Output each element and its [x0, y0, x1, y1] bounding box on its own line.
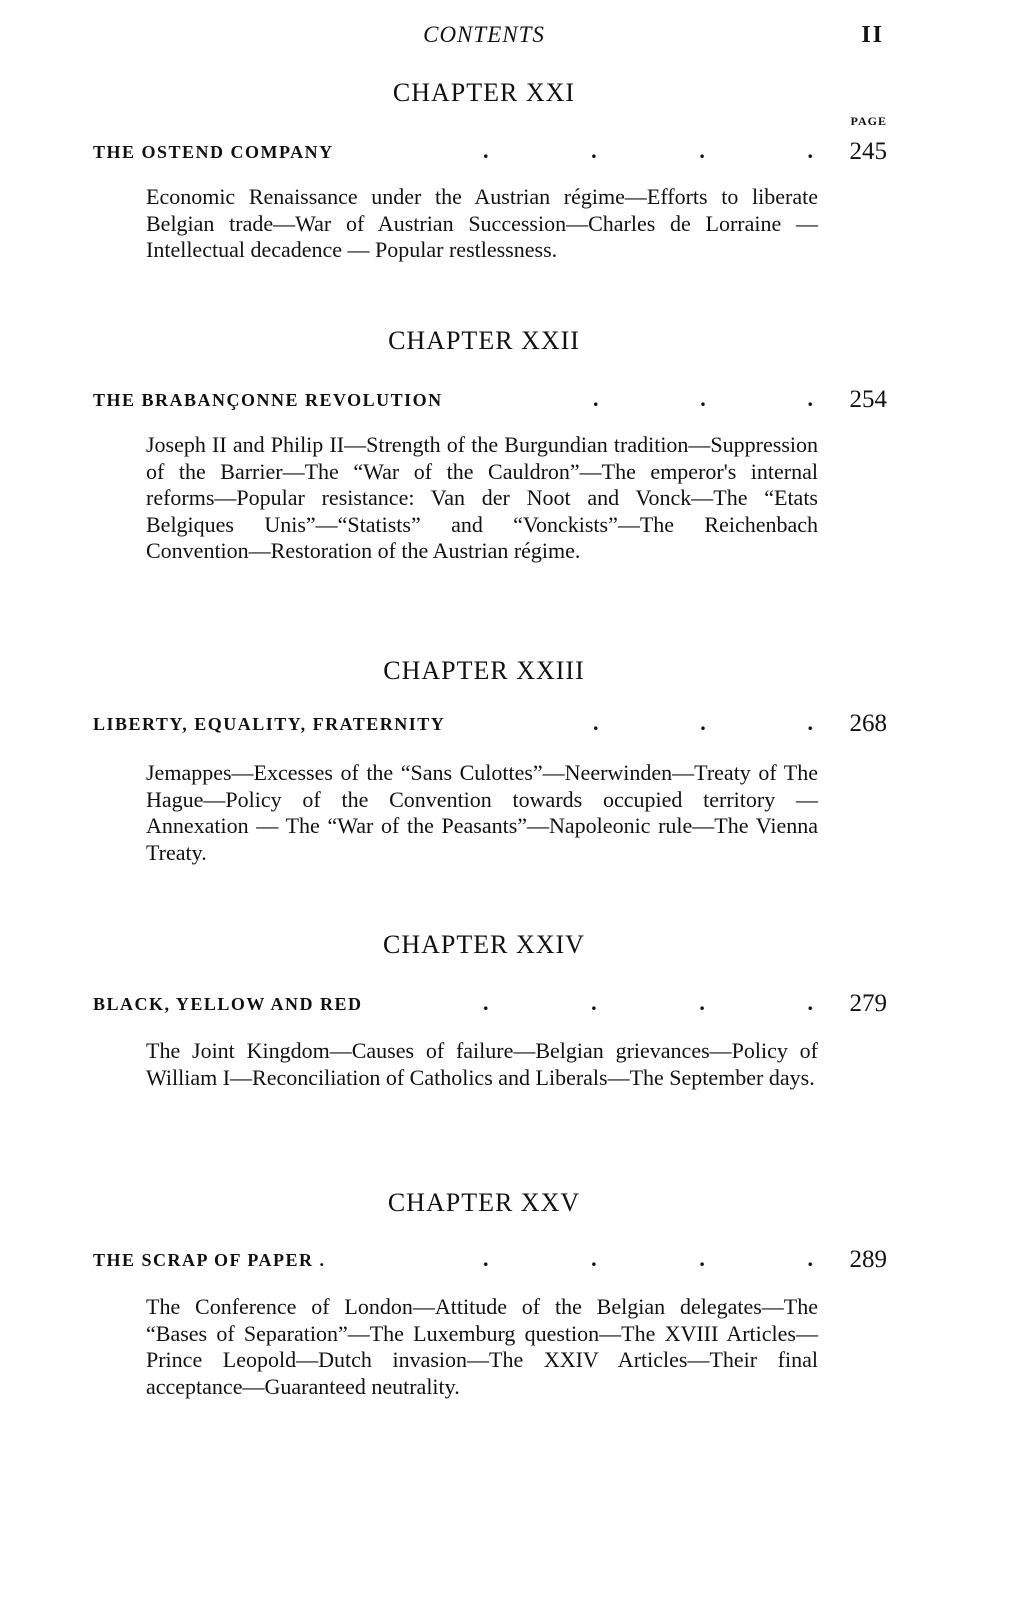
- chapter-title: THE SCRAP OF PAPER .: [93, 1250, 326, 1270]
- toc-entry-line: [93, 710, 887, 740]
- chapter-summary: Joseph II and Philip II—Strength of the Burgundian tradition—Suppression of the Barrier—The “War of the Cauldron”—The emperor's internal reforms—Popular resistance: Van der Noot and Vonck—The “Etats Belgiques Unis”—“Statists” and “Vonckists”—The Reichenbach Convention—Restoration of the Austrian régime.: [146, 432, 818, 563]
- chapter-summary: The Joint Kingdom—Causes of failure—Belgian grievances—Policy of William I—Reconciliation of Catholics and Liberals—The September days.: [146, 1038, 818, 1090]
- dot-leader: . . . .: [483, 990, 813, 1015]
- dot-leader: . . . .: [483, 138, 813, 163]
- running-head: [0, 22, 1014, 56]
- chapter-page-number: 279: [849, 990, 887, 1017]
- chapter-page-number: 268: [849, 710, 887, 737]
- dot-leader: . . .: [593, 710, 813, 735]
- page-column-label: PAGE: [850, 114, 887, 128]
- toc-entry-line: [93, 138, 887, 168]
- toc-entry-line: [93, 386, 887, 416]
- chapter-heading: CHAPTER XXIV: [383, 930, 585, 959]
- chapter-title: BLACK, YELLOW AND RED: [93, 994, 363, 1014]
- chapter-summary: The Conference of London—Attitude of the Belgian delegates—The “Bases of Separation”—The Luxemburg question—The XVIII Articles—Prince Leopold—Dutch invasion—The XXIV Articles—Their final acceptance—Guaranteed neutrality.: [146, 1294, 818, 1399]
- chapter-title: LIBERTY, EQUALITY, FRATERNITY: [93, 714, 446, 734]
- chapter-heading: CHAPTER XXV: [387, 1188, 581, 1217]
- running-title: CONTENTS: [423, 22, 545, 47]
- dot-leader: . . . .: [483, 1246, 813, 1271]
- chapter-page-number: 245: [849, 138, 887, 165]
- chapter-heading: CHAPTER XXI: [392, 78, 576, 107]
- toc-entry-line: [93, 1246, 887, 1276]
- chapter-page-number: 289: [849, 1246, 887, 1273]
- chapter-page-number: 254: [849, 386, 887, 413]
- chapter-summary: Jemappes—Excesses of the “Sans Culottes”—Neerwinden—Treaty of The Hague—Policy of the Convention towards occupied territory — Annexation — The “War of the Peasants”—Napoleonic rule—The Vienna Treaty.: [146, 760, 818, 865]
- toc-entry-line: [93, 990, 887, 1020]
- chapter-title: THE BRABANÇONNE REVOLUTION: [93, 390, 443, 410]
- chapter-summary: Economic Renaissance under the Austrian régime—Efforts to liberate Belgian trade—War of Austrian Succession—Charles de Lorraine — Intellectual decadence — Popular restlessness.: [146, 184, 818, 262]
- chapter-title: THE OSTEND COMPANY: [93, 142, 334, 162]
- dot-leader: . . .: [593, 386, 813, 411]
- page-number: II: [861, 22, 884, 48]
- chapter-heading: CHAPTER XXIII: [383, 656, 585, 685]
- chapter-heading: CHAPTER XXII: [388, 326, 580, 355]
